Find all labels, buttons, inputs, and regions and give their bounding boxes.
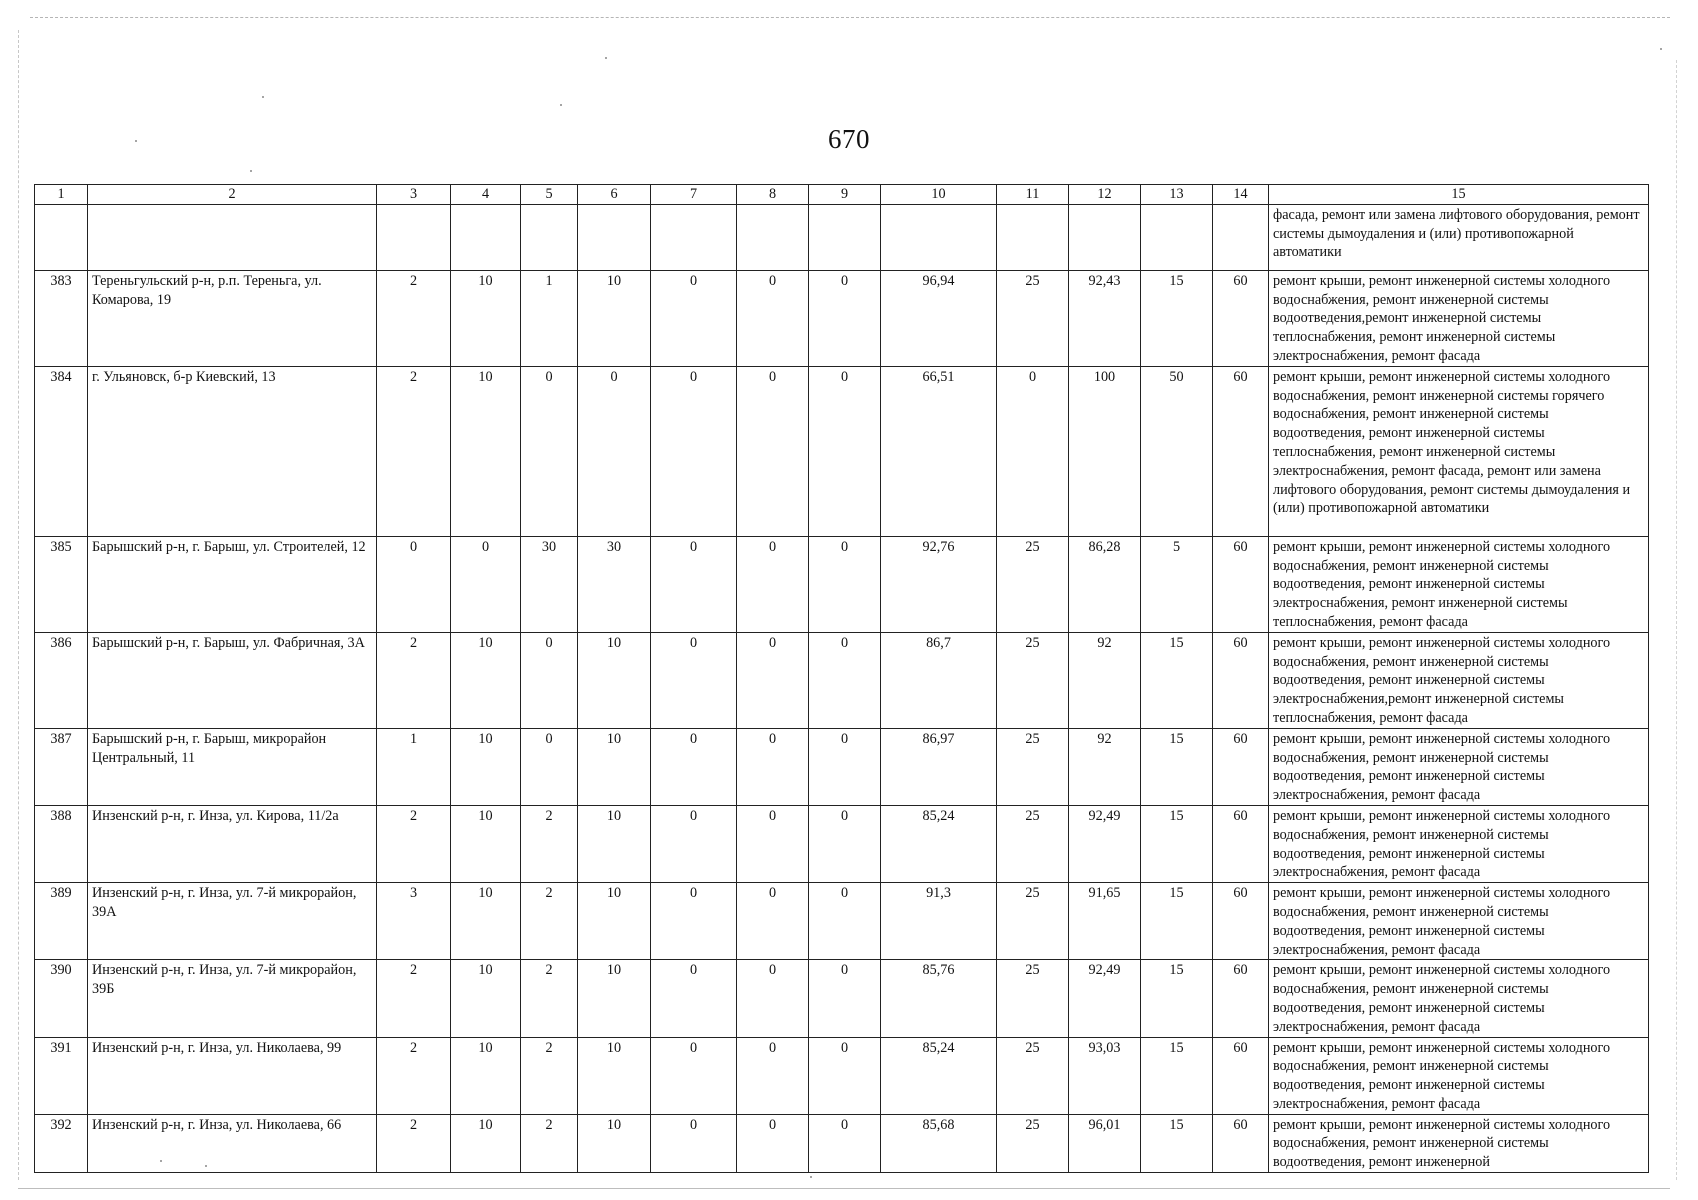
value-cell: 0	[651, 536, 737, 632]
table-row	[35, 883, 1649, 960]
value-cell: 0	[578, 366, 651, 536]
column-header: 5	[521, 185, 578, 205]
value-cell: 1	[377, 728, 451, 805]
address-cell: Тереньгульский р-н, р.п. Тереньга, ул. Комарова, 19	[88, 270, 377, 366]
value-cell: 60	[1213, 536, 1269, 632]
value-cell	[881, 204, 997, 270]
works-cell: ремонт крыши, ремонт инженерной системы холодного водоснабжения, ремонт инженерной системы водоотведения, ремонт инженерной системы электроснабжения, ремонт фасада	[1269, 1037, 1649, 1114]
scan-edge-bottom	[18, 1188, 1670, 1189]
value-cell: 92,49	[1069, 960, 1141, 1037]
value-cell: 15	[1141, 632, 1213, 728]
value-cell: 0	[651, 366, 737, 536]
value-cell: 85,24	[881, 805, 997, 882]
value-cell: 10	[578, 1114, 651, 1172]
address-cell: Инзенский р-н, г. Инза, ул. 7-й микрорайон, 39А	[88, 883, 377, 960]
value-cell: 92	[1069, 632, 1141, 728]
value-cell: 0	[521, 366, 578, 536]
works-cell: ремонт крыши, ремонт инженерной системы холодного водоснабжения, ремонт инженерной системы водоотведения, ремонт инженерной системы электроснабжения, ремонт фасада	[1269, 805, 1649, 882]
row-number: 387	[35, 728, 88, 805]
value-cell: 2	[521, 1037, 578, 1114]
value-cell: 2	[521, 805, 578, 882]
value-cell: 2	[377, 632, 451, 728]
value-cell: 2	[377, 1114, 451, 1172]
value-cell: 25	[997, 883, 1069, 960]
value-cell: 0	[451, 536, 521, 632]
value-cell: 60	[1213, 728, 1269, 805]
value-cell: 50	[1141, 366, 1213, 536]
value-cell: 15	[1141, 805, 1213, 882]
address-cell: г. Ульяновск, б-р Киевский, 13	[88, 366, 377, 536]
value-cell: 25	[997, 536, 1069, 632]
value-cell: 0	[651, 1037, 737, 1114]
address-cell: Барышский р-н, г. Барыш, микрорайон Центральный, 11	[88, 728, 377, 805]
address-cell: Инзенский р-н, г. Инза, ул. Николаева, 66	[88, 1114, 377, 1172]
scan-speck	[605, 57, 607, 59]
value-cell: 0	[651, 805, 737, 882]
value-cell: 2	[377, 366, 451, 536]
row-number: 389	[35, 883, 88, 960]
value-cell: 60	[1213, 366, 1269, 536]
value-cell	[737, 204, 809, 270]
value-cell: 0	[651, 728, 737, 805]
column-header: 9	[809, 185, 881, 205]
value-cell: 0	[737, 728, 809, 805]
address-cell: Инзенский р-н, г. Инза, ул. Николаева, 99	[88, 1037, 377, 1114]
value-cell: 10	[451, 1114, 521, 1172]
value-cell: 2	[377, 960, 451, 1037]
column-header: 4	[451, 185, 521, 205]
value-cell: 0	[809, 536, 881, 632]
value-cell	[1213, 204, 1269, 270]
value-cell: 10	[578, 632, 651, 728]
value-cell: 0	[651, 883, 737, 960]
value-cell: 2	[521, 960, 578, 1037]
value-cell: 0	[737, 1037, 809, 1114]
column-header: 14	[1213, 185, 1269, 205]
address-cell: Инзенский р-н, г. Инза, ул. Кирова, 11/2а	[88, 805, 377, 882]
value-cell: 25	[997, 1114, 1069, 1172]
table-row	[35, 960, 1649, 1037]
works-cell: ремонт крыши, ремонт инженерной системы холодного водоснабжения, ремонт инженерной системы водоотведения, ремонт инженерной системы электроснабжения, ремонт фасада	[1269, 960, 1649, 1037]
value-cell: 60	[1213, 1114, 1269, 1172]
column-header: 8	[737, 185, 809, 205]
value-cell: 0	[809, 960, 881, 1037]
value-cell: 93,03	[1069, 1037, 1141, 1114]
value-cell	[651, 204, 737, 270]
value-cell: 0	[737, 960, 809, 1037]
value-cell: 25	[997, 960, 1069, 1037]
value-cell: 25	[997, 632, 1069, 728]
value-cell: 10	[578, 960, 651, 1037]
column-header: 10	[881, 185, 997, 205]
table-body	[35, 185, 1649, 1173]
value-cell: 60	[1213, 270, 1269, 366]
value-cell: 85,68	[881, 1114, 997, 1172]
value-cell	[809, 204, 881, 270]
value-cell: 92,49	[1069, 805, 1141, 882]
row-number: 388	[35, 805, 88, 882]
scan-speck	[262, 96, 264, 98]
value-cell: 15	[1141, 270, 1213, 366]
column-header: 7	[651, 185, 737, 205]
value-cell: 15	[1141, 728, 1213, 805]
value-cell: 10	[451, 960, 521, 1037]
value-cell: 0	[521, 632, 578, 728]
value-cell: 0	[997, 366, 1069, 536]
row-number: 392	[35, 1114, 88, 1172]
value-cell: 10	[451, 632, 521, 728]
value-cell: 85,76	[881, 960, 997, 1037]
table-row	[35, 1114, 1649, 1172]
scan-speck	[560, 104, 562, 106]
value-cell: 60	[1213, 1037, 1269, 1114]
value-cell: 66,51	[881, 366, 997, 536]
value-cell: 25	[997, 270, 1069, 366]
value-cell: 0	[809, 883, 881, 960]
value-cell: 10	[578, 805, 651, 882]
value-cell: 60	[1213, 883, 1269, 960]
page-number: 670	[828, 124, 870, 154]
value-cell: 15	[1141, 960, 1213, 1037]
value-cell: 60	[1213, 805, 1269, 882]
value-cell: 0	[737, 536, 809, 632]
value-cell: 15	[1141, 1114, 1213, 1172]
works-cell: ремонт крыши, ремонт инженерной системы холодного водоснабжения, ремонт инженерной системы горячего водоснабжения, ремонт инженерной системы водоотведения, ремонт инженерной системы теплоснабжения, ремонт инженерной системы электроснабжения, ремонт фасада, ремонт или замена лифтового оборудования, ремонт системы дымоудаления и (или) противопожарной автоматики	[1269, 366, 1649, 536]
value-cell: 0	[809, 805, 881, 882]
address-cell: Барышский р-н, г. Барыш, ул. Фабричная, 3А	[88, 632, 377, 728]
row-number: 386	[35, 632, 88, 728]
value-cell: 0	[737, 883, 809, 960]
works-cell: ремонт крыши, ремонт инженерной системы холодного водоснабжения, ремонт инженерной системы водоотведения, ремонт инженерной системы электроснабжения, ремонт фасада	[1269, 728, 1649, 805]
address-cell: Инзенский р-н, г. Инза, ул. 7-й микрорайон, 39Б	[88, 960, 377, 1037]
works-cell: ремонт крыши, ремонт инженерной системы холодного водоснабжения, ремонт инженерной системы водоотведения, ремонт инженерной системы электроснабжения, ремонт фасада	[1269, 883, 1649, 960]
value-cell: 2	[377, 1037, 451, 1114]
value-cell: 10	[578, 270, 651, 366]
value-cell: 96,94	[881, 270, 997, 366]
value-cell: 96,01	[1069, 1114, 1141, 1172]
value-cell: 100	[1069, 366, 1141, 536]
column-header: 11	[997, 185, 1069, 205]
row-number: 385	[35, 536, 88, 632]
scan-speck	[250, 170, 252, 172]
value-cell	[1141, 204, 1213, 270]
value-cell: 10	[451, 366, 521, 536]
value-cell: 60	[1213, 632, 1269, 728]
value-cell: 10	[451, 728, 521, 805]
works-cell: фасада, ремонт или замена лифтового оборудования, ремонт системы дымоудаления и (или) противопожарной автоматики	[1269, 204, 1649, 270]
value-cell: 15	[1141, 883, 1213, 960]
value-cell: 25	[997, 1037, 1069, 1114]
column-header: 2	[88, 185, 377, 205]
column-header: 3	[377, 185, 451, 205]
scan-edge-left	[18, 30, 19, 1180]
row-number: 384	[35, 366, 88, 536]
value-cell: 10	[451, 805, 521, 882]
value-cell: 0	[651, 270, 737, 366]
table-row	[35, 1037, 1649, 1114]
value-cell: 60	[1213, 960, 1269, 1037]
value-cell: 91,3	[881, 883, 997, 960]
works-cell: ремонт крыши, ремонт инженерной системы холодного водоснабжения, ремонт инженерной системы водоотведения,ремонт инженерной системы теплоснабжения, ремонт инженерной системы электроснабжения, ремонт фасада	[1269, 270, 1649, 366]
value-cell: 10	[451, 1037, 521, 1114]
scan-edge-top	[30, 17, 1670, 18]
repair-register-table	[34, 184, 1649, 1173]
value-cell: 0	[737, 1114, 809, 1172]
row-number: 391	[35, 1037, 88, 1114]
value-cell: 10	[451, 883, 521, 960]
value-cell: 1	[521, 270, 578, 366]
scan-speck	[1660, 48, 1662, 50]
value-cell: 85,24	[881, 1037, 997, 1114]
column-header: 15	[1269, 185, 1649, 205]
value-cell: 2	[521, 883, 578, 960]
value-cell: 0	[377, 536, 451, 632]
table-row	[35, 728, 1649, 805]
value-cell: 30	[578, 536, 651, 632]
value-cell: 0	[809, 728, 881, 805]
column-header: 13	[1141, 185, 1213, 205]
value-cell	[521, 204, 578, 270]
column-header: 1	[35, 185, 88, 205]
table-row	[35, 632, 1649, 728]
value-cell: 0	[809, 366, 881, 536]
value-cell: 15	[1141, 1037, 1213, 1114]
value-cell: 10	[578, 883, 651, 960]
value-cell	[451, 204, 521, 270]
row-number: 383	[35, 270, 88, 366]
value-cell	[1069, 204, 1141, 270]
value-cell: 25	[997, 805, 1069, 882]
table-row	[35, 366, 1649, 536]
table-row	[35, 536, 1649, 632]
value-cell: 2	[377, 805, 451, 882]
address-cell: Барышский р-н, г. Барыш, ул. Строителей, 12	[88, 536, 377, 632]
scan-edge-right	[1676, 60, 1677, 1180]
value-cell: 0	[809, 1114, 881, 1172]
value-cell: 0	[809, 632, 881, 728]
table-row	[35, 204, 1649, 270]
works-cell: ремонт крыши, ремонт инженерной системы холодного водоснабжения, ремонт инженерной системы водоотведения, ремонт инженерной	[1269, 1114, 1649, 1172]
value-cell: 92,76	[881, 536, 997, 632]
value-cell: 10	[578, 1037, 651, 1114]
value-cell: 86,97	[881, 728, 997, 805]
value-cell	[997, 204, 1069, 270]
value-cell: 92,43	[1069, 270, 1141, 366]
value-cell: 30	[521, 536, 578, 632]
address-cell	[88, 204, 377, 270]
value-cell: 0	[737, 366, 809, 536]
value-cell: 86,28	[1069, 536, 1141, 632]
value-cell: 25	[997, 728, 1069, 805]
value-cell: 0	[737, 805, 809, 882]
value-cell: 3	[377, 883, 451, 960]
value-cell: 92	[1069, 728, 1141, 805]
scan-speck	[810, 1176, 812, 1178]
works-cell: ремонт крыши, ремонт инженерной системы холодного водоснабжения, ремонт инженерной системы водоотведения, ремонт инженерной системы электроснабжения,ремонт инженерной системы теплоснабжения, ремонт фасада	[1269, 632, 1649, 728]
column-header: 6	[578, 185, 651, 205]
value-cell: 2	[521, 1114, 578, 1172]
value-cell: 5	[1141, 536, 1213, 632]
value-cell: 0	[737, 632, 809, 728]
value-cell: 2	[377, 270, 451, 366]
value-cell: 86,7	[881, 632, 997, 728]
table-row	[35, 805, 1649, 882]
value-cell	[578, 204, 651, 270]
value-cell: 0	[651, 632, 737, 728]
works-cell: ремонт крыши, ремонт инженерной системы холодного водоснабжения, ремонт инженерной системы водоотведения, ремонт инженерной системы электроснабжения, ремонт инженерной системы теплоснабжения, ремонт фасада	[1269, 536, 1649, 632]
header-row	[35, 185, 1649, 205]
value-cell: 0	[809, 270, 881, 366]
value-cell: 0	[809, 1037, 881, 1114]
table-row	[35, 270, 1649, 366]
value-cell: 10	[578, 728, 651, 805]
value-cell: 91,65	[1069, 883, 1141, 960]
value-cell: 0	[651, 960, 737, 1037]
value-cell	[377, 204, 451, 270]
value-cell: 0	[521, 728, 578, 805]
row-number	[35, 204, 88, 270]
row-number: 390	[35, 960, 88, 1037]
value-cell: 0	[737, 270, 809, 366]
value-cell: 10	[451, 270, 521, 366]
column-header: 12	[1069, 185, 1141, 205]
value-cell: 0	[651, 1114, 737, 1172]
